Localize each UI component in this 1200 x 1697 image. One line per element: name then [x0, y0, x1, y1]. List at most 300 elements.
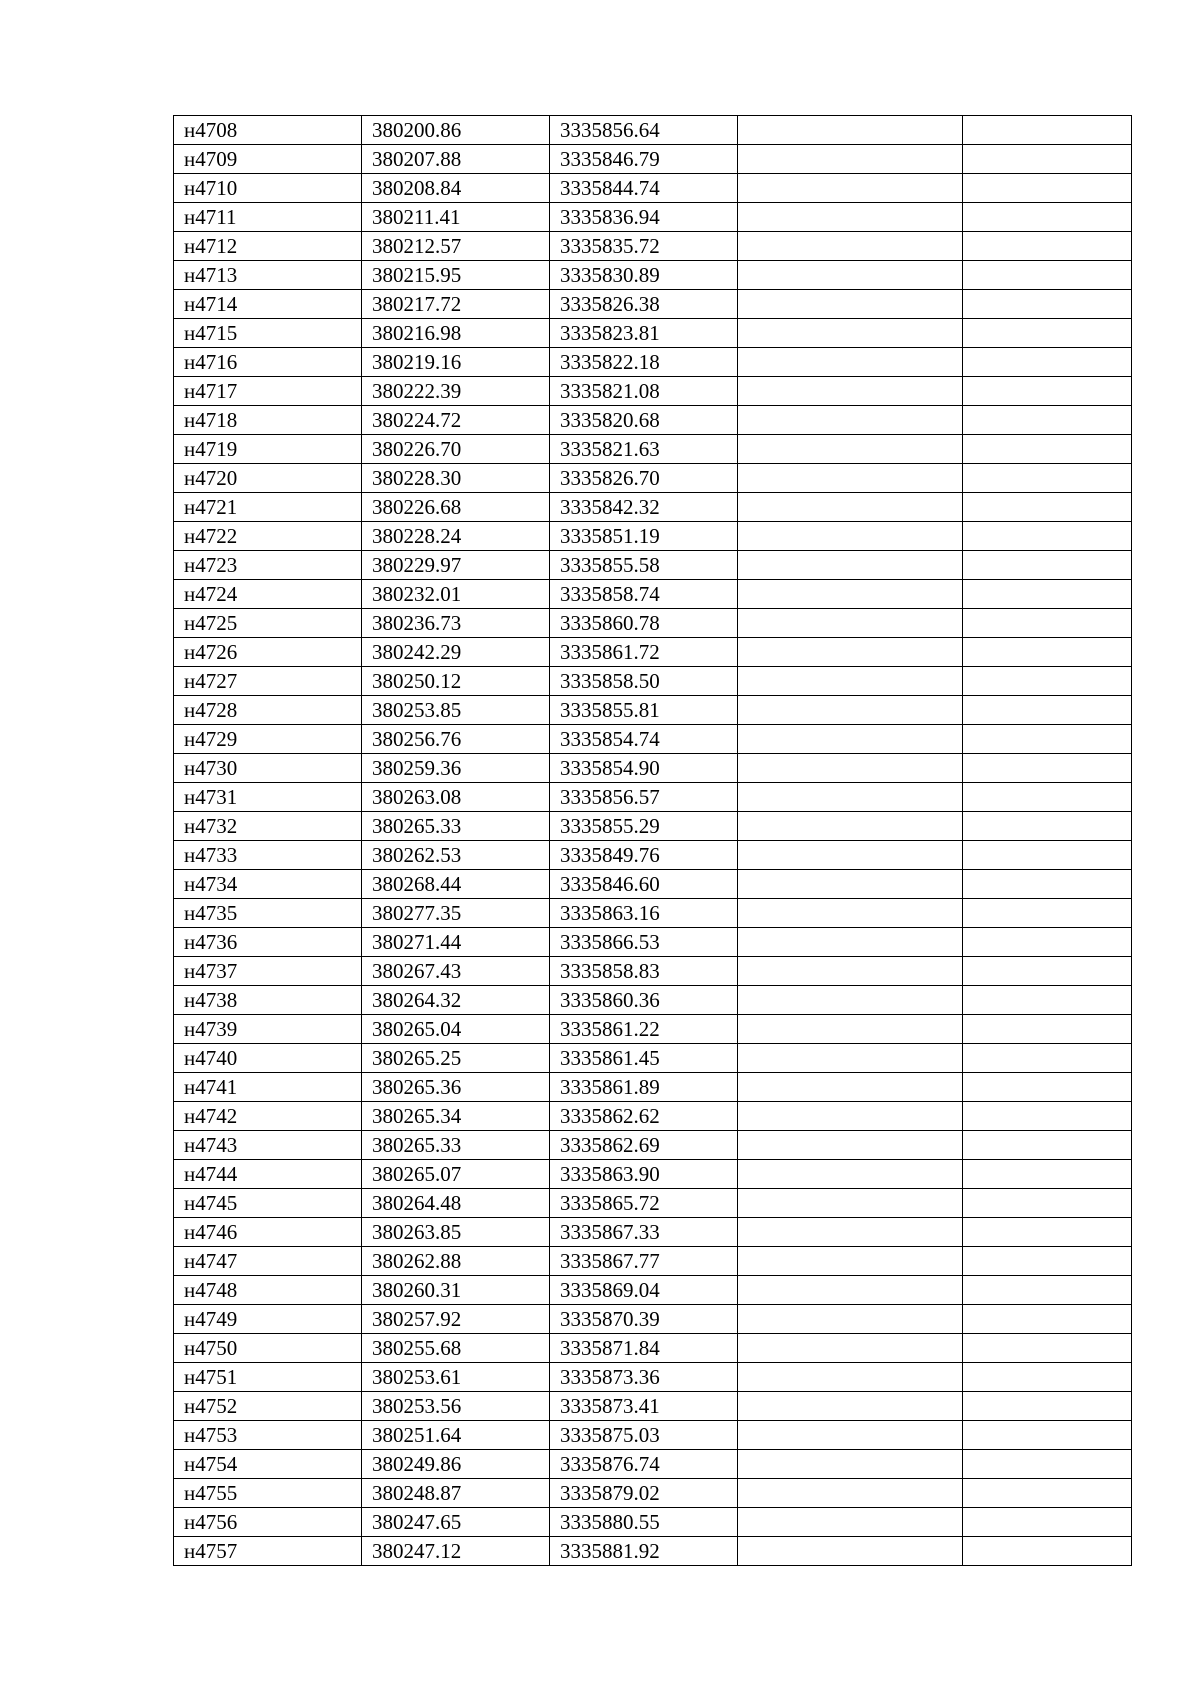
table-row [174, 1479, 1132, 1508]
y-coordinate-cell: 3335826.70 [550, 464, 738, 493]
point-id-cell: н4747 [174, 1247, 362, 1276]
table-row [174, 232, 1132, 261]
empty-cell [963, 1334, 1132, 1363]
empty-cell [738, 1392, 963, 1421]
empty-cell [738, 348, 963, 377]
table-row [174, 1392, 1132, 1421]
y-coordinate-cell: 3335846.79 [550, 145, 738, 174]
y-coordinate-cell: 3335856.57 [550, 783, 738, 812]
point-id-cell: н4711 [174, 203, 362, 232]
empty-cell [738, 1015, 963, 1044]
table-row [174, 1044, 1132, 1073]
y-coordinate-cell: 3335821.63 [550, 435, 738, 464]
table-row [174, 290, 1132, 319]
empty-cell [738, 1334, 963, 1363]
table-row [174, 522, 1132, 551]
y-coordinate-cell: 3335860.78 [550, 609, 738, 638]
y-coordinate-cell: 3335863.16 [550, 899, 738, 928]
y-coordinate-cell: 3335881.92 [550, 1537, 738, 1566]
y-coordinate-cell: 3335866.53 [550, 928, 738, 957]
point-id-cell: н4721 [174, 493, 362, 522]
empty-cell [963, 1392, 1132, 1421]
x-coordinate-cell: 380249.86 [362, 1450, 550, 1479]
empty-cell [963, 638, 1132, 667]
x-coordinate-cell: 380265.33 [362, 1131, 550, 1160]
table-row [174, 1131, 1132, 1160]
empty-cell [963, 464, 1132, 493]
empty-cell [738, 464, 963, 493]
point-id-cell: н4740 [174, 1044, 362, 1073]
empty-cell [963, 870, 1132, 899]
point-id-cell: н4731 [174, 783, 362, 812]
point-id-cell: н4710 [174, 174, 362, 203]
x-coordinate-cell: 380253.61 [362, 1363, 550, 1392]
empty-cell [738, 493, 963, 522]
point-id-cell: н4757 [174, 1537, 362, 1566]
point-id-cell: н4726 [174, 638, 362, 667]
y-coordinate-cell: 3335836.94 [550, 203, 738, 232]
x-coordinate-cell: 380260.31 [362, 1276, 550, 1305]
x-coordinate-cell: 380207.88 [362, 145, 550, 174]
table-row [174, 957, 1132, 986]
table-row [174, 261, 1132, 290]
empty-cell [738, 754, 963, 783]
point-id-cell: н4756 [174, 1508, 362, 1537]
coordinates-table-body [174, 116, 1132, 1566]
point-id-cell: н4753 [174, 1421, 362, 1450]
empty-cell [963, 1189, 1132, 1218]
table-row [174, 1218, 1132, 1247]
point-id-cell: н4729 [174, 725, 362, 754]
empty-cell [738, 957, 963, 986]
table-row [174, 870, 1132, 899]
x-coordinate-cell: 380265.34 [362, 1102, 550, 1131]
y-coordinate-cell: 3335855.58 [550, 551, 738, 580]
empty-cell [738, 1450, 963, 1479]
table-row [174, 145, 1132, 174]
y-coordinate-cell: 3335875.03 [550, 1421, 738, 1450]
table-row [174, 841, 1132, 870]
y-coordinate-cell: 3335867.77 [550, 1247, 738, 1276]
table-row [174, 174, 1132, 203]
empty-cell [963, 522, 1132, 551]
y-coordinate-cell: 3335826.38 [550, 290, 738, 319]
empty-cell [738, 1044, 963, 1073]
x-coordinate-cell: 380271.44 [362, 928, 550, 957]
y-coordinate-cell: 3335861.22 [550, 1015, 738, 1044]
empty-cell [738, 1537, 963, 1566]
empty-cell [963, 1305, 1132, 1334]
empty-cell [738, 174, 963, 203]
empty-cell [738, 290, 963, 319]
empty-cell [738, 667, 963, 696]
empty-cell [963, 1450, 1132, 1479]
x-coordinate-cell: 380264.32 [362, 986, 550, 1015]
empty-cell [738, 377, 963, 406]
table-row [174, 1508, 1132, 1537]
x-coordinate-cell: 380228.24 [362, 522, 550, 551]
x-coordinate-cell: 380255.68 [362, 1334, 550, 1363]
table-row [174, 1073, 1132, 1102]
empty-cell [738, 522, 963, 551]
x-coordinate-cell: 380264.48 [362, 1189, 550, 1218]
x-coordinate-cell: 380251.64 [362, 1421, 550, 1450]
y-coordinate-cell: 3335842.32 [550, 493, 738, 522]
x-coordinate-cell: 380228.30 [362, 464, 550, 493]
x-coordinate-cell: 380263.85 [362, 1218, 550, 1247]
x-coordinate-cell: 380262.53 [362, 841, 550, 870]
empty-cell [738, 1276, 963, 1305]
empty-cell [738, 116, 963, 145]
point-id-cell: н4715 [174, 319, 362, 348]
point-id-cell: н4755 [174, 1479, 362, 1508]
empty-cell [963, 493, 1132, 522]
y-coordinate-cell: 3335821.08 [550, 377, 738, 406]
x-coordinate-cell: 380229.97 [362, 551, 550, 580]
x-coordinate-cell: 380265.33 [362, 812, 550, 841]
x-coordinate-cell: 380265.04 [362, 1015, 550, 1044]
point-id-cell: н4737 [174, 957, 362, 986]
point-id-cell: н4734 [174, 870, 362, 899]
empty-cell [963, 609, 1132, 638]
table-row [174, 1160, 1132, 1189]
y-coordinate-cell: 3335869.04 [550, 1276, 738, 1305]
y-coordinate-cell: 3335860.36 [550, 986, 738, 1015]
y-coordinate-cell: 3335835.72 [550, 232, 738, 261]
empty-cell [963, 1363, 1132, 1392]
empty-cell [963, 174, 1132, 203]
empty-cell [738, 1102, 963, 1131]
empty-cell [738, 986, 963, 1015]
x-coordinate-cell: 380232.01 [362, 580, 550, 609]
x-coordinate-cell: 380247.12 [362, 1537, 550, 1566]
empty-cell [738, 145, 963, 174]
point-id-cell: н4751 [174, 1363, 362, 1392]
empty-cell [738, 696, 963, 725]
empty-cell [738, 1479, 963, 1508]
table-row [174, 783, 1132, 812]
point-id-cell: н4749 [174, 1305, 362, 1334]
table-row [174, 812, 1132, 841]
x-coordinate-cell: 380212.57 [362, 232, 550, 261]
empty-cell [963, 783, 1132, 812]
empty-cell [738, 783, 963, 812]
empty-cell [738, 609, 963, 638]
y-coordinate-cell: 3335830.89 [550, 261, 738, 290]
empty-cell [963, 1218, 1132, 1247]
x-coordinate-cell: 380267.43 [362, 957, 550, 986]
table-row [174, 203, 1132, 232]
empty-cell [963, 580, 1132, 609]
point-id-cell: н4742 [174, 1102, 362, 1131]
empty-cell [738, 928, 963, 957]
table-row [174, 928, 1132, 957]
x-coordinate-cell: 380242.29 [362, 638, 550, 667]
point-id-cell: н4728 [174, 696, 362, 725]
empty-cell [963, 145, 1132, 174]
y-coordinate-cell: 3335873.36 [550, 1363, 738, 1392]
table-row [174, 1537, 1132, 1566]
point-id-cell: н4716 [174, 348, 362, 377]
x-coordinate-cell: 380263.08 [362, 783, 550, 812]
empty-cell [738, 638, 963, 667]
empty-cell [963, 986, 1132, 1015]
point-id-cell: н4713 [174, 261, 362, 290]
empty-cell [963, 1131, 1132, 1160]
point-id-cell: н4709 [174, 145, 362, 174]
empty-cell [963, 116, 1132, 145]
empty-cell [963, 841, 1132, 870]
coordinates-table [173, 115, 1132, 1566]
table-row [174, 1189, 1132, 1218]
empty-cell [963, 725, 1132, 754]
empty-cell [738, 1421, 963, 1450]
y-coordinate-cell: 3335851.19 [550, 522, 738, 551]
x-coordinate-cell: 380268.44 [362, 870, 550, 899]
x-coordinate-cell: 380224.72 [362, 406, 550, 435]
point-id-cell: н4719 [174, 435, 362, 464]
empty-cell [963, 957, 1132, 986]
table-row [174, 638, 1132, 667]
empty-cell [963, 232, 1132, 261]
empty-cell [963, 812, 1132, 841]
table-row [174, 493, 1132, 522]
point-id-cell: н4750 [174, 1334, 362, 1363]
point-id-cell: н4712 [174, 232, 362, 261]
point-id-cell: н4745 [174, 1189, 362, 1218]
table-row [174, 1276, 1132, 1305]
x-coordinate-cell: 380265.25 [362, 1044, 550, 1073]
point-id-cell: н4754 [174, 1450, 362, 1479]
empty-cell [963, 406, 1132, 435]
y-coordinate-cell: 3335863.90 [550, 1160, 738, 1189]
point-id-cell: н4718 [174, 406, 362, 435]
point-id-cell: н4727 [174, 667, 362, 696]
table-row [174, 1334, 1132, 1363]
y-coordinate-cell: 3335858.50 [550, 667, 738, 696]
point-id-cell: н4748 [174, 1276, 362, 1305]
empty-cell [963, 928, 1132, 957]
table-row [174, 1102, 1132, 1131]
empty-cell [963, 899, 1132, 928]
table-row [174, 696, 1132, 725]
empty-cell [738, 870, 963, 899]
x-coordinate-cell: 380253.85 [362, 696, 550, 725]
y-coordinate-cell: 3335854.74 [550, 725, 738, 754]
x-coordinate-cell: 380219.16 [362, 348, 550, 377]
table-row [174, 899, 1132, 928]
x-coordinate-cell: 380265.07 [362, 1160, 550, 1189]
empty-cell [963, 754, 1132, 783]
y-coordinate-cell: 3335856.64 [550, 116, 738, 145]
empty-cell [963, 348, 1132, 377]
table-row [174, 435, 1132, 464]
point-id-cell: н4723 [174, 551, 362, 580]
y-coordinate-cell: 3335861.45 [550, 1044, 738, 1073]
y-coordinate-cell: 3335858.74 [550, 580, 738, 609]
point-id-cell: н4744 [174, 1160, 362, 1189]
empty-cell [963, 1421, 1132, 1450]
y-coordinate-cell: 3335854.90 [550, 754, 738, 783]
y-coordinate-cell: 3335858.83 [550, 957, 738, 986]
y-coordinate-cell: 3335855.81 [550, 696, 738, 725]
point-id-cell: н4732 [174, 812, 362, 841]
x-coordinate-cell: 380215.95 [362, 261, 550, 290]
y-coordinate-cell: 3335867.33 [550, 1218, 738, 1247]
x-coordinate-cell: 380200.86 [362, 116, 550, 145]
x-coordinate-cell: 380262.88 [362, 1247, 550, 1276]
empty-cell [963, 1537, 1132, 1566]
empty-cell [738, 1189, 963, 1218]
x-coordinate-cell: 380211.41 [362, 203, 550, 232]
table-row [174, 377, 1132, 406]
empty-cell [738, 406, 963, 435]
table-row [174, 406, 1132, 435]
empty-cell [738, 551, 963, 580]
y-coordinate-cell: 3335862.62 [550, 1102, 738, 1131]
point-id-cell: н4725 [174, 609, 362, 638]
x-coordinate-cell: 380250.12 [362, 667, 550, 696]
table-row [174, 348, 1132, 377]
x-coordinate-cell: 380247.65 [362, 1508, 550, 1537]
empty-cell [738, 232, 963, 261]
point-id-cell: н4708 [174, 116, 362, 145]
y-coordinate-cell: 3335880.55 [550, 1508, 738, 1537]
empty-cell [738, 319, 963, 348]
point-id-cell: н4724 [174, 580, 362, 609]
point-id-cell: н4741 [174, 1073, 362, 1102]
x-coordinate-cell: 380259.36 [362, 754, 550, 783]
x-coordinate-cell: 380226.68 [362, 493, 550, 522]
empty-cell [738, 261, 963, 290]
empty-cell [738, 1218, 963, 1247]
empty-cell [963, 1073, 1132, 1102]
y-coordinate-cell: 3335820.68 [550, 406, 738, 435]
empty-cell [963, 203, 1132, 232]
empty-cell [738, 1160, 963, 1189]
y-coordinate-cell: 3335871.84 [550, 1334, 738, 1363]
empty-cell [738, 725, 963, 754]
table-row [174, 580, 1132, 609]
x-coordinate-cell: 380208.84 [362, 174, 550, 203]
point-id-cell: н4738 [174, 986, 362, 1015]
empty-cell [963, 1160, 1132, 1189]
empty-cell [738, 435, 963, 464]
y-coordinate-cell: 3335876.74 [550, 1450, 738, 1479]
x-coordinate-cell: 380256.76 [362, 725, 550, 754]
table-row [174, 609, 1132, 638]
point-id-cell: н4736 [174, 928, 362, 957]
y-coordinate-cell: 3335844.74 [550, 174, 738, 203]
empty-cell [738, 580, 963, 609]
y-coordinate-cell: 3335855.29 [550, 812, 738, 841]
y-coordinate-cell: 3335862.69 [550, 1131, 738, 1160]
x-coordinate-cell: 380217.72 [362, 290, 550, 319]
table-row [174, 1305, 1132, 1334]
y-coordinate-cell: 3335861.72 [550, 638, 738, 667]
point-id-cell: н4743 [174, 1131, 362, 1160]
empty-cell [963, 435, 1132, 464]
empty-cell [963, 1508, 1132, 1537]
empty-cell [738, 1305, 963, 1334]
y-coordinate-cell: 3335861.89 [550, 1073, 738, 1102]
point-id-cell: н4714 [174, 290, 362, 319]
x-coordinate-cell: 380265.36 [362, 1073, 550, 1102]
table-row [174, 1363, 1132, 1392]
x-coordinate-cell: 380216.98 [362, 319, 550, 348]
point-id-cell: н4733 [174, 841, 362, 870]
empty-cell [963, 261, 1132, 290]
empty-cell [963, 290, 1132, 319]
empty-cell [963, 1044, 1132, 1073]
empty-cell [963, 696, 1132, 725]
table-row [174, 116, 1132, 145]
empty-cell [738, 841, 963, 870]
empty-cell [738, 1131, 963, 1160]
y-coordinate-cell: 3335846.60 [550, 870, 738, 899]
x-coordinate-cell: 380248.87 [362, 1479, 550, 1508]
y-coordinate-cell: 3335849.76 [550, 841, 738, 870]
table-row [174, 319, 1132, 348]
table-row [174, 1421, 1132, 1450]
point-id-cell: н4746 [174, 1218, 362, 1247]
empty-cell [963, 1102, 1132, 1131]
point-id-cell: н4720 [174, 464, 362, 493]
x-coordinate-cell: 380277.35 [362, 899, 550, 928]
empty-cell [963, 1276, 1132, 1305]
table-row [174, 551, 1132, 580]
y-coordinate-cell: 3335865.72 [550, 1189, 738, 1218]
empty-cell [738, 203, 963, 232]
point-id-cell: н4735 [174, 899, 362, 928]
table-row [174, 464, 1132, 493]
point-id-cell: н4752 [174, 1392, 362, 1421]
y-coordinate-cell: 3335822.18 [550, 348, 738, 377]
x-coordinate-cell: 380226.70 [362, 435, 550, 464]
x-coordinate-cell: 380236.73 [362, 609, 550, 638]
empty-cell [963, 377, 1132, 406]
y-coordinate-cell: 3335823.81 [550, 319, 738, 348]
table-row [174, 1450, 1132, 1479]
empty-cell [963, 667, 1132, 696]
y-coordinate-cell: 3335879.02 [550, 1479, 738, 1508]
table-row [174, 725, 1132, 754]
empty-cell [738, 1363, 963, 1392]
empty-cell [963, 1479, 1132, 1508]
table-row [174, 986, 1132, 1015]
table-row [174, 1015, 1132, 1044]
table-row [174, 754, 1132, 783]
empty-cell [738, 1247, 963, 1276]
table-row [174, 667, 1132, 696]
empty-cell [738, 899, 963, 928]
empty-cell [738, 812, 963, 841]
empty-cell [963, 319, 1132, 348]
table-row [174, 1247, 1132, 1276]
x-coordinate-cell: 380257.92 [362, 1305, 550, 1334]
point-id-cell: н4739 [174, 1015, 362, 1044]
point-id-cell: н4730 [174, 754, 362, 783]
empty-cell [738, 1508, 963, 1537]
point-id-cell: н4717 [174, 377, 362, 406]
point-id-cell: н4722 [174, 522, 362, 551]
empty-cell [963, 1015, 1132, 1044]
empty-cell [738, 1073, 963, 1102]
y-coordinate-cell: 3335873.41 [550, 1392, 738, 1421]
x-coordinate-cell: 380253.56 [362, 1392, 550, 1421]
empty-cell [963, 1247, 1132, 1276]
empty-cell [963, 551, 1132, 580]
